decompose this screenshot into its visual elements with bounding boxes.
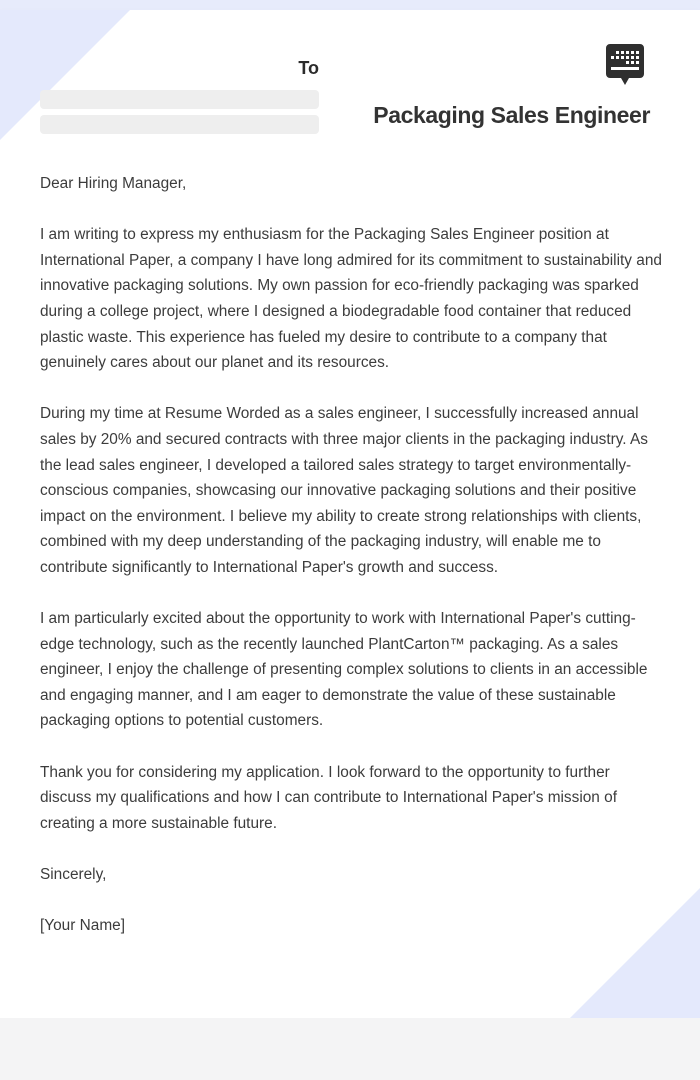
letter-greeting: Dear Hiring Manager,: [40, 175, 187, 192]
letter-body: [40, 171, 664, 964]
letter-paragraph-2: During my time at Resume Worded as a sales engineer, I successfully increased annual sales by 20% and secured contracts with three major clients in the packaging industry. As the lead sales engineer, I developed a tailored sales strategy to target environmentally-conscious companies, showcasing our innovative packaging solutions and their positive impact on the environment. I believe my ability to create strong relationships with clients, combined with my deep understanding of the packaging industry, will enable me to contribute significantly to International Paper's growth and success.: [40, 405, 648, 576]
letter-paragraph-4: Thank you for considering my application. I look forward to the opportunity to further discuss my qualifications and how I can contribute to International Paper's mission of creating a more sustainable future.: [40, 763, 617, 832]
letter-paragraph-1: I am writing to express my enthusiasm for the Packaging Sales Engineer position at International Paper, a company I have long admired for its commitment to sustainability and innovative packaging solutions. My own passion for eco-friendly packaging was sparked during a college project, where I designed a biodegradable food container that reduced plastic waste. This experience has fueled my desire to contribute to a company that genuinely cares about our planet and its resources.: [40, 226, 662, 372]
letter-page: [0, 10, 700, 1018]
recipient-to-label: To: [298, 58, 319, 78]
recipient-address-line-1: [40, 90, 319, 109]
letter-paragraph-3: I am particularly excited about the opportunity to work with International Paper's cutting-edge technology, such as the recently launched PlantCarton™ packaging. As a sales engineer, I enjoy the challenge of presenting complex solutions to clients in an accessible and engaging manner, and I am eager to demonstrate the value of these sustainable packaging options to potential customers.: [40, 610, 648, 730]
recipient-address-line-2: [40, 115, 319, 134]
letter-closing: Sincerely,: [40, 866, 107, 884]
keyboard-chat-bubble-icon: [606, 44, 644, 86]
job-title-heading: Packaging Sales Engineer: [373, 102, 650, 128]
letter-signature: [Your Name]: [40, 917, 125, 935]
page-bottom-margin: [0, 1018, 700, 1080]
